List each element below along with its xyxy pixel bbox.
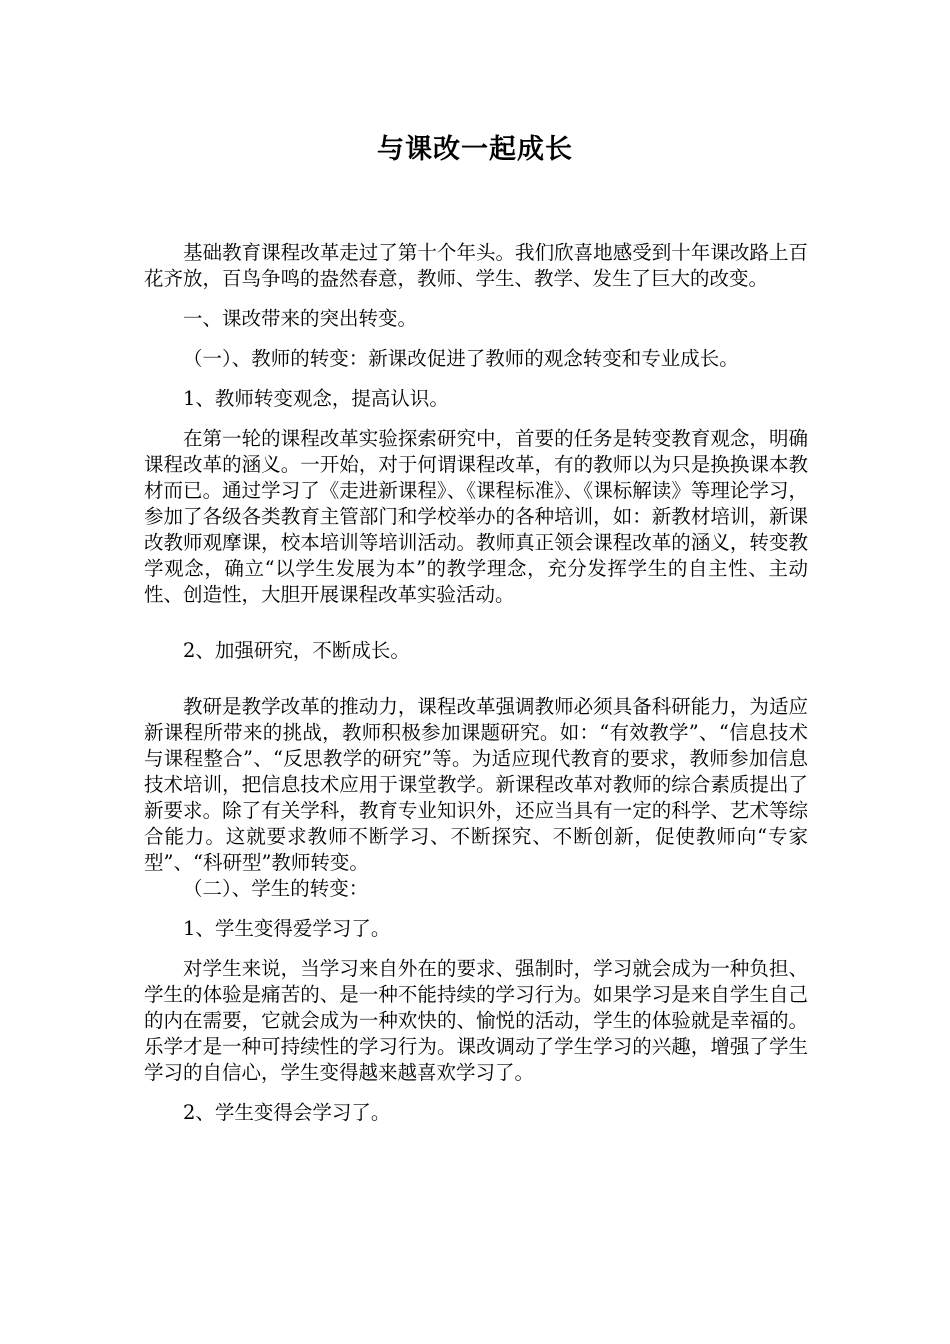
intro-paragraph: 基础教育课程改革走过了第十个年头。我们欣喜地感受到十年课改路上百花齐放，百鸟争鸣的盎然春意，教师、学生、教学、发生了巨大的改变。 bbox=[144, 241, 808, 290]
item-body-teacher-1: 在第一轮的课程改革实验探索研究中，首要的任务是转变教育观念，明确课程改革的涵义。一开始，对于何谓课程改革，有的教师以为只是换换课本教材而已。通过学习了《走进新课程》、《课程标准》、《课标解读》等理论学习，参加了各级各类教育主管部门和学校举办的各种培训，如：新教材培训，新课改教师观摩课，校本培训等培训活动。教师真正领会课程改革的涵义，转变教学观念，确立“以学生发展为本”的教学理念，充分发挥学生的自主性、主动性、创造性，大胆开展课程改革实验活动。 bbox=[144, 427, 808, 606]
page-title: 与课改一起成长 bbox=[377, 134, 573, 165]
subsection-heading-teachers: （一）、教师的转变：新课改促进了教师的观念转变和专业成长。 bbox=[183, 347, 739, 370]
item-heading-teacher-2: 2、加强研究，不断成长。 bbox=[183, 639, 410, 662]
item-body-student-1: 对学生来说，当学习来自外在的要求、强制时，学习就会成为一种负担、学生的体验是痛苦的、是一种不能持续的学习行为。如果学习是来自学生自己的内在需要，它就会成为一种欢快的、愉悦的活动，学生的体验就是幸福的。乐学才是一种可持续性的学习行为。课改调动了学生学习的兴趣，增强了学生学习的自信心，学生变得越来越喜欢学习了。 bbox=[144, 957, 808, 1084]
item-heading-student-2: 2、学生变得会学习了。 bbox=[183, 1101, 391, 1124]
item-heading-teacher-1: 1、教师转变观念，提高认识。 bbox=[183, 387, 449, 410]
item-body-teacher-2: 教研是教学改革的推动力，课程改革强调教师必须具备科研能力，为适应新课程所带来的挑战，教师积极参加课题研究。如：“有效教学”、“信息技术与课程整合”、“反思教学的研究”等。为适应现代教育的要求，教师参加信息技术培训，把信息技术应用于课堂教学。新课程改革对教师的综合素质提出了新要求。除了有关学科，教育专业知识外，还应当具有一定的科学、艺术等综合能力。这就要求教师不断学习、不断探究、不断创新，促使教师向“专家型”、“科研型”教师转变。 bbox=[144, 695, 808, 874]
section-heading-1: 一、课改带来的突出转变。 bbox=[183, 307, 418, 330]
document-body bbox=[144, 240, 808, 1126]
subsection-heading-students: （二）、学生的转变： bbox=[183, 877, 369, 900]
item-heading-student-1: 1、学生变得爱学习了。 bbox=[183, 917, 391, 940]
